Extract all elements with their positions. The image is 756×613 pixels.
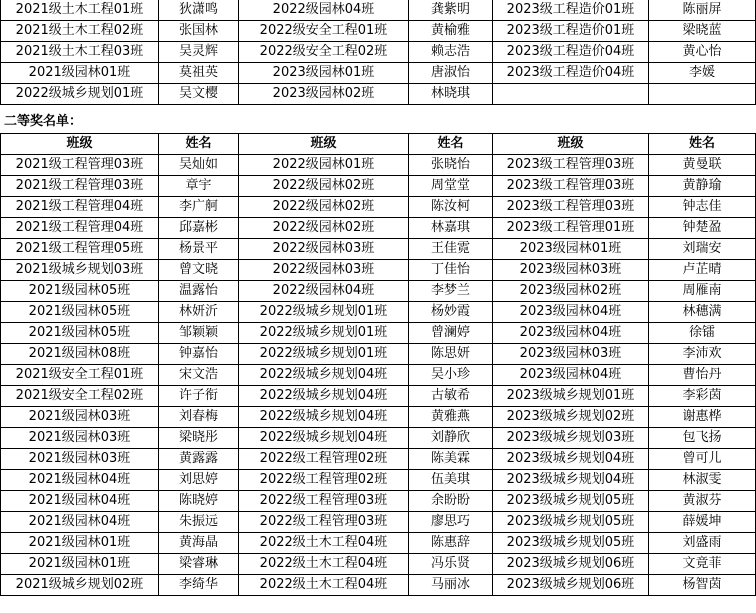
name-cell: 吴文樱: [159, 84, 239, 105]
name-cell: 廖思巧: [409, 512, 493, 533]
name-cell: 钟嘉怡: [159, 344, 239, 365]
class-cell: [493, 84, 649, 105]
class-cell: 2022级园林02班: [239, 176, 409, 197]
class-cell: 2023级城乡规划03班: [493, 428, 649, 449]
class-cell: 2023级工程管理03班: [493, 176, 649, 197]
table-row: [1, 428, 756, 449]
name-cell: 章宇: [159, 176, 239, 197]
name-cell: 陈汝柯: [409, 197, 493, 218]
class-cell: 2023级园林01班: [493, 239, 649, 260]
class-cell: 2021级安全工程02班: [1, 386, 159, 407]
table-row: [1, 365, 756, 386]
class-cell: 2021级工程管理04班: [1, 218, 159, 239]
name-cell: 黄曼联: [649, 155, 756, 176]
table-row: [1, 281, 756, 302]
class-cell: 2021级园林03班: [1, 449, 159, 470]
class-cell: 2021级园林04班: [1, 491, 159, 512]
table-row: [1, 0, 756, 21]
header-row: [1, 134, 756, 155]
class-cell: 2022级园林03班: [239, 239, 409, 260]
name-cell: 梁睿琳: [159, 554, 239, 575]
name-cell: 朱振远: [159, 512, 239, 533]
name-cell: 吴灿如: [159, 155, 239, 176]
table-row: [1, 386, 756, 407]
name-cell: 梁晓蓝: [649, 21, 756, 42]
name-cell: 文竟菲: [649, 554, 756, 575]
class-cell: 2021级园林05班: [1, 323, 159, 344]
class-cell: 2022级城乡规划01班: [239, 344, 409, 365]
header-name: 姓名: [649, 134, 756, 155]
table-row: [1, 575, 756, 596]
name-cell: 林淑雯: [649, 470, 756, 491]
name-cell: [649, 84, 756, 105]
class-cell: 2023级城乡规划04班: [493, 449, 649, 470]
table-row: [1, 239, 756, 260]
table-row: [1, 554, 756, 575]
name-cell: 刘春梅: [159, 407, 239, 428]
class-cell: 2021级园林01班: [1, 533, 159, 554]
name-cell: 钟楚盈: [649, 218, 756, 239]
name-cell: 邹颖颖: [159, 323, 239, 344]
class-cell: 2023级工程管理03班: [493, 155, 649, 176]
class-cell: 2021级土木工程01班: [1, 0, 159, 21]
name-cell: 李梦兰: [409, 281, 493, 302]
class-cell: 2022级土木工程04班: [239, 533, 409, 554]
name-cell: 杨妙霞: [409, 302, 493, 323]
class-cell: 2023级城乡规划02班: [493, 407, 649, 428]
class-cell: 2023级园林01班: [239, 63, 409, 84]
first-prize-table-tail: [0, 0, 756, 105]
name-cell: 周堂堂: [409, 176, 493, 197]
class-cell: 2022级工程管理03班: [239, 512, 409, 533]
name-cell: 李绮华: [159, 575, 239, 596]
class-cell: 2023级园林04班: [493, 323, 649, 344]
name-cell: 刘盛雨: [649, 533, 756, 554]
class-cell: 2023级城乡规划04班: [493, 470, 649, 491]
name-cell: 曹怡丹: [649, 365, 756, 386]
class-cell: 2023级城乡规划05班: [493, 512, 649, 533]
class-cell: 2023级园林04班: [493, 302, 649, 323]
name-cell: 狄潇鸣: [159, 0, 239, 21]
class-cell: 2022级城乡规划01班: [1, 84, 159, 105]
class-cell: 2021级园林05班: [1, 302, 159, 323]
class-cell: 2023级园林02班: [493, 281, 649, 302]
class-cell: 2021级工程管理05班: [1, 239, 159, 260]
name-cell: 陈美霖: [409, 449, 493, 470]
class-cell: 2022级园林04班: [239, 281, 409, 302]
table-row: [1, 218, 756, 239]
class-cell: 2023级城乡规划06班: [493, 575, 649, 596]
table-row: [1, 512, 756, 533]
class-cell: 2022级安全工程01班: [239, 21, 409, 42]
name-cell: 唐淑怡: [409, 63, 493, 84]
class-cell: 2021级园林03班: [1, 428, 159, 449]
table-row: [1, 84, 756, 105]
class-cell: 2022级园林04班: [239, 0, 409, 21]
name-cell: 陈丽屏: [649, 0, 756, 21]
name-cell: 吴灵辉: [159, 42, 239, 63]
class-cell: 2022级园林02班: [239, 218, 409, 239]
table-row: [1, 470, 756, 491]
name-cell: 黄海晶: [159, 533, 239, 554]
table-row: [1, 21, 756, 42]
header-name: 姓名: [409, 134, 493, 155]
table-row: [1, 449, 756, 470]
class-cell: 2022级城乡规划04班: [239, 386, 409, 407]
table-row: [1, 155, 756, 176]
header-class: 班级: [493, 134, 649, 155]
class-cell: 2021级城乡规划02班: [1, 575, 159, 596]
name-cell: 李媛: [649, 63, 756, 84]
class-cell: 2022级园林03班: [239, 260, 409, 281]
second-prize-title: 二等奖名单：: [4, 114, 83, 129]
table-row: [1, 533, 756, 554]
table-row: [1, 302, 756, 323]
class-cell: 2021级工程管理03班: [1, 155, 159, 176]
name-cell: 曾澜婷: [409, 323, 493, 344]
header-class: 班级: [239, 134, 409, 155]
class-cell: 2023级工程造价04班: [493, 42, 649, 63]
name-cell: 莫祖英: [159, 63, 239, 84]
name-cell: 薛媛坤: [649, 512, 756, 533]
name-cell: 曾可儿: [649, 449, 756, 470]
name-cell: 林穗满: [649, 302, 756, 323]
table-row: [1, 197, 756, 218]
table-row: [1, 42, 756, 63]
class-cell: 2021级园林03班: [1, 407, 159, 428]
class-cell: 2022级城乡规划04班: [239, 365, 409, 386]
name-cell: 李沛欢: [649, 344, 756, 365]
class-cell: 2023级工程造价01班: [493, 0, 649, 21]
table-row: [1, 260, 756, 281]
table-row: [1, 407, 756, 428]
name-cell: 李广舸: [159, 197, 239, 218]
class-cell: 2022级工程管理03班: [239, 491, 409, 512]
class-cell: 2021级工程管理03班: [1, 176, 159, 197]
name-cell: 徐镭: [649, 323, 756, 344]
name-cell: 龚紫明: [409, 0, 493, 21]
name-cell: 黄雅燕: [409, 407, 493, 428]
name-cell: 杨智茵: [649, 575, 756, 596]
name-cell: 林晓琪: [409, 84, 493, 105]
class-cell: 2021级城乡规划03班: [1, 260, 159, 281]
class-cell: 2022级城乡规划01班: [239, 302, 409, 323]
name-cell: 钟志佳: [649, 197, 756, 218]
class-cell: 2021级土木工程02班: [1, 21, 159, 42]
class-cell: 2023级工程造价04班: [493, 63, 649, 84]
class-cell: 2023级城乡规划06班: [493, 554, 649, 575]
class-cell: 2021级工程管理04班: [1, 197, 159, 218]
name-cell: 刘思婷: [159, 470, 239, 491]
name-cell: 黄心怡: [649, 42, 756, 63]
name-cell: 陈惠辞: [409, 533, 493, 554]
name-cell: 陈晓婷: [159, 491, 239, 512]
class-cell: 2023级工程造价01班: [493, 21, 649, 42]
name-cell: 陈思妍: [409, 344, 493, 365]
name-cell: 古敏希: [409, 386, 493, 407]
class-cell: 2022级城乡规划04班: [239, 428, 409, 449]
name-cell: 林妍沂: [159, 302, 239, 323]
name-cell: 赖志浩: [409, 42, 493, 63]
class-cell: 2021级园林04班: [1, 512, 159, 533]
class-cell: 2022级土木工程04班: [239, 575, 409, 596]
table-row: [1, 63, 756, 84]
name-cell: 伍美琪: [409, 470, 493, 491]
name-cell: 黄淑芬: [649, 491, 756, 512]
second-prize-table: [0, 133, 756, 596]
class-cell: 2023级园林04班: [493, 365, 649, 386]
name-cell: 谢惠桦: [649, 407, 756, 428]
class-cell: 2022级城乡规划04班: [239, 407, 409, 428]
name-cell: 林嘉琪: [409, 218, 493, 239]
class-cell: 2021级园林08班: [1, 344, 159, 365]
class-cell: 2022级园林02班: [239, 197, 409, 218]
header-name: 姓名: [159, 134, 239, 155]
class-cell: 2021级园林01班: [1, 63, 159, 84]
name-cell: 丁佳怡: [409, 260, 493, 281]
class-cell: 2022级土木工程04班: [239, 554, 409, 575]
name-cell: 包飞扬: [649, 428, 756, 449]
name-cell: 余盼盼: [409, 491, 493, 512]
class-cell: 2022级工程管理02班: [239, 470, 409, 491]
name-cell: 吴小珍: [409, 365, 493, 386]
name-cell: 黄榆雅: [409, 21, 493, 42]
table-row: [1, 344, 756, 365]
name-cell: 曾文晓: [159, 260, 239, 281]
name-cell: 李彩茵: [649, 386, 756, 407]
name-cell: 黄静瑜: [649, 176, 756, 197]
name-cell: 宋文浩: [159, 365, 239, 386]
name-cell: 卢芷晴: [649, 260, 756, 281]
table-row: [1, 491, 756, 512]
class-cell: 2023级城乡规划05班: [493, 533, 649, 554]
class-cell: 2022级城乡规划01班: [239, 323, 409, 344]
class-cell: 2022级工程管理02班: [239, 449, 409, 470]
class-cell: 2021级安全工程01班: [1, 365, 159, 386]
class-cell: 2022级安全工程02班: [239, 42, 409, 63]
class-cell: 2023级园林03班: [493, 344, 649, 365]
name-cell: 刘静欣: [409, 428, 493, 449]
table-row: [1, 323, 756, 344]
class-cell: 2023级工程管理01班: [493, 218, 649, 239]
name-cell: 冯乐贤: [409, 554, 493, 575]
name-cell: 黄露露: [159, 449, 239, 470]
class-cell: 2023级城乡规划01班: [493, 386, 649, 407]
name-cell: 温露怡: [159, 281, 239, 302]
class-cell: 2021级园林04班: [1, 470, 159, 491]
table-row: [1, 176, 756, 197]
name-cell: 梁晓彤: [159, 428, 239, 449]
class-cell: 2023级园林02班: [239, 84, 409, 105]
class-cell: 2021级园林05班: [1, 281, 159, 302]
name-cell: 许子衔: [159, 386, 239, 407]
name-cell: 邱嘉彬: [159, 218, 239, 239]
class-cell: 2023级工程管理03班: [493, 197, 649, 218]
class-cell: 2023级园林03班: [493, 260, 649, 281]
class-cell: 2022级园林01班: [239, 155, 409, 176]
header-class: 班级: [1, 134, 159, 155]
class-cell: 2023级城乡规划05班: [493, 491, 649, 512]
name-cell: 马丽冰: [409, 575, 493, 596]
name-cell: 周雁南: [649, 281, 756, 302]
name-cell: 王佳霓: [409, 239, 493, 260]
class-cell: 2021级土木工程03班: [1, 42, 159, 63]
name-cell: 刘瑞安: [649, 239, 756, 260]
name-cell: 杨景平: [159, 239, 239, 260]
name-cell: 张国林: [159, 21, 239, 42]
class-cell: 2021级园林01班: [1, 554, 159, 575]
name-cell: 张晓怡: [409, 155, 493, 176]
